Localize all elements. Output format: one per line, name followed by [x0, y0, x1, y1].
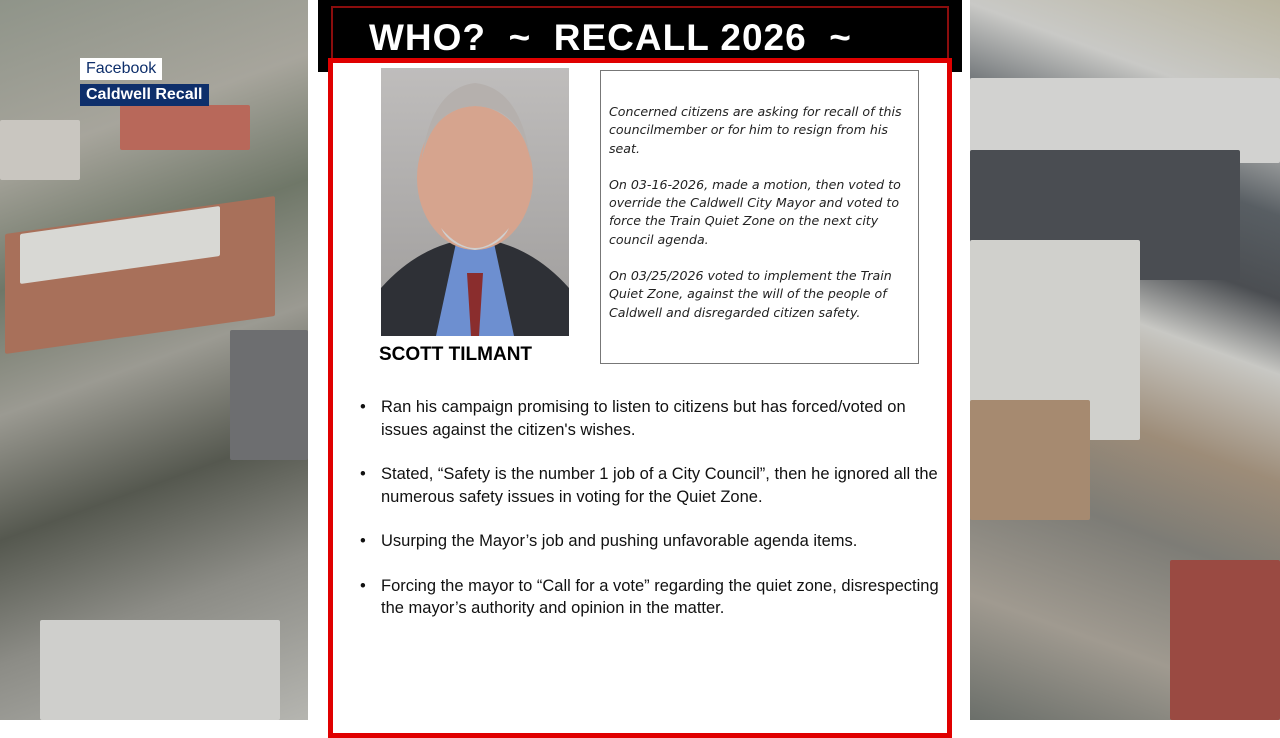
page-label: Caldwell Recall	[80, 84, 209, 106]
aerial-photo-right	[970, 0, 1280, 720]
flyer-title: WHO? ~ RECALL 2026 ~	[369, 17, 852, 58]
portrait-photo	[381, 68, 569, 336]
bullet-item: • Ran his campaign promising to listen to citizens but has forced/voted on issues against the citizen's wishes.	[360, 396, 940, 441]
bullet-item: • Forcing the mayor to “Call for a vote” regarding the quiet zone, disrespecting the mayor’s authority and opinion in the matter.	[360, 575, 940, 620]
bullet-item: • Stated, “Safety is the number 1 job of a City Council”, then he ignored all the numerous safety issues in voting for the Quiet Zone.	[360, 463, 940, 508]
bullet-list	[360, 396, 940, 642]
info-paragraph: On 03-16-2026, made a motion, then voted to override the Caldwell City Mayor and voted to force the Train Quiet Zone on the next city council agenda.	[609, 176, 901, 247]
source-label: Facebook	[80, 58, 162, 80]
info-paragraph: Concerned citizens are asking for recall of this councilmember or for him to resign from his seat.	[609, 104, 902, 156]
info-box	[600, 70, 919, 364]
info-paragraph: On 03/25/2026 voted to implement the Train Quiet Zone, against the will of the people of Caldwell and disregarded citizen safety.	[609, 268, 892, 320]
bullet-item: • Usurping the Mayor’s job and pushing unfavorable agenda items.	[360, 530, 940, 553]
candidate-name: SCOTT TILMANT	[379, 344, 533, 365]
aerial-photo-left	[0, 0, 308, 720]
